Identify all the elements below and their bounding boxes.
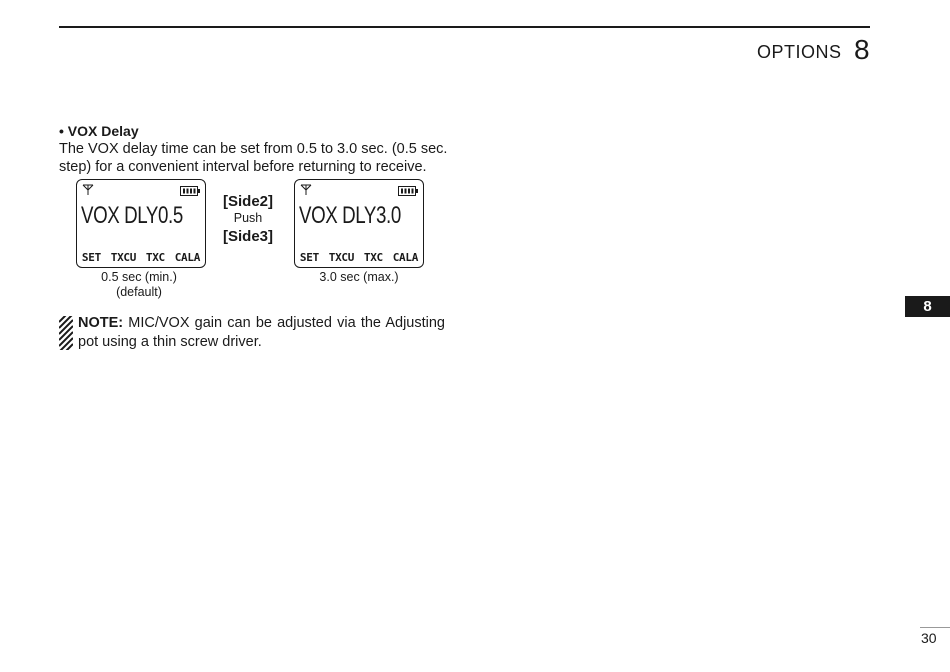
softkey-label: TXCU: [110, 250, 137, 264]
lcd-main-text: VOX DLY3.0: [299, 202, 401, 229]
note-paragraph: [78, 314, 445, 352]
antenna-icon: [300, 184, 312, 196]
chapter-title: OPTIONS: [757, 42, 842, 62]
softkey-label: TXCU: [328, 250, 355, 264]
battery-icon: [398, 186, 418, 196]
caption-max: [294, 270, 424, 285]
lcd-softkey-row: [77, 247, 205, 267]
caption-line: 3.0 sec (max.): [319, 270, 399, 284]
softkey-label: TXC: [145, 250, 165, 264]
caption-line: (default): [116, 285, 162, 299]
softkey-label: SET: [81, 250, 101, 264]
top-rule: [59, 26, 870, 28]
softkey-label: CALA: [392, 250, 419, 264]
note-text: MIC/VOX gain can be adjusted via the Adjusting pot using a thin screw driver.: [78, 315, 445, 350]
page-number-rule: [920, 627, 950, 628]
battery-icon: [180, 186, 200, 196]
lcd-display-max: [294, 179, 424, 268]
chapter-number: 8: [854, 34, 870, 65]
key-action: Push: [233, 211, 263, 225]
section-title: • VOX Delay: [59, 123, 139, 139]
softkey-label: TXC: [363, 250, 383, 264]
lcd-display-min: [76, 179, 206, 268]
key-side3: [Side3]: [222, 228, 273, 245]
caption-line: 0.5 sec (min.): [101, 270, 177, 284]
note-label: NOTE:: [78, 315, 124, 331]
note-hatch-icon: [59, 316, 73, 350]
softkey-label: CALA: [174, 250, 201, 264]
chapter-side-tab: 8: [905, 296, 950, 317]
caption-min: [76, 270, 202, 300]
antenna-icon: [82, 184, 94, 196]
lcd-softkey-row: [295, 247, 423, 267]
page-number: 30: [921, 630, 937, 646]
lcd-main-text: VOX DLY0.5: [81, 202, 183, 229]
softkey-label: SET: [299, 250, 319, 264]
section-body: The VOX delay time can be set from 0.5 to 3.0 sec. (0.5 sec. step) for a convenient interval before returning to receive.: [59, 141, 448, 175]
key-side2: [Side2]: [222, 193, 273, 210]
